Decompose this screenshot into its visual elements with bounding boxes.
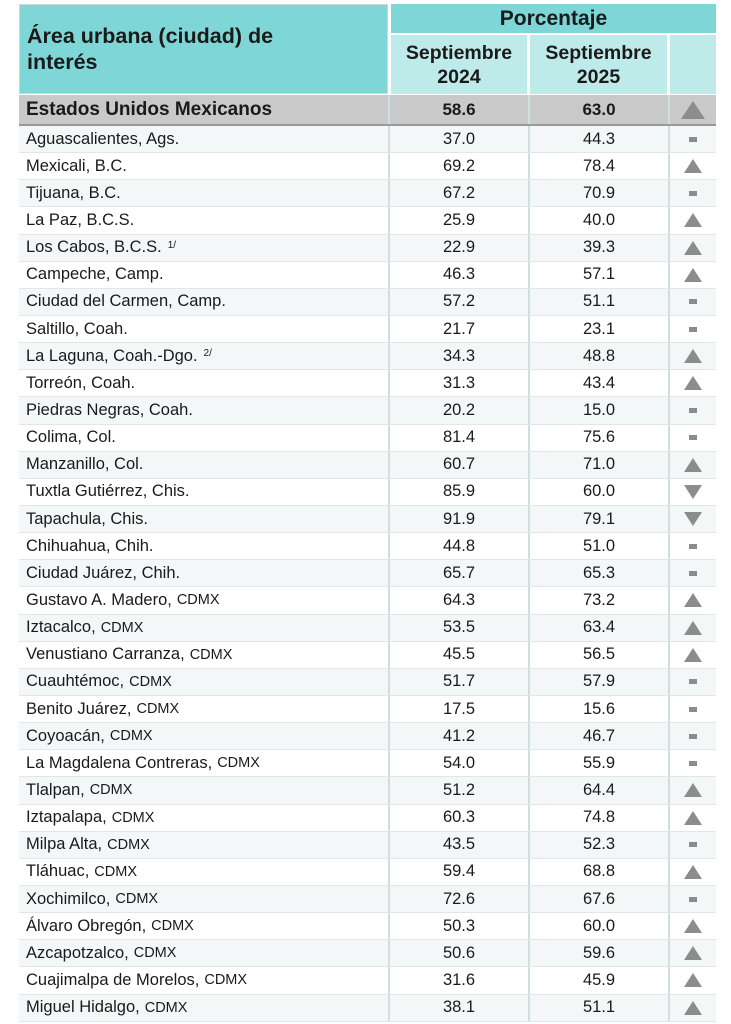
table-row [19,967,716,994]
value-2024: 34.3 [442,346,476,365]
trend-up-icon [684,648,702,662]
city-name-cell [26,180,127,206]
state-abbrev: CDMX [217,755,260,772]
trend-up-icon [684,213,702,227]
city-name-cell [26,642,233,668]
city-name-cell [26,207,140,233]
city-name: Aguascalientes, Ags. [26,129,180,148]
national-row [19,95,716,126]
trend-cell [670,696,716,722]
trend-cell [670,452,716,478]
city-name: Los Cabos, B.C.S. [26,238,162,257]
city-name-cell [26,126,185,152]
city-name: Ciudad Juárez, Chih. [26,563,181,582]
table-header [19,4,716,94]
table-row [19,995,716,1022]
value-2025: 68.8 [582,862,616,881]
value-2024: 53.5 [442,618,476,637]
city-name-cell [26,235,176,261]
trend-cell [670,262,716,288]
table-row [19,642,716,669]
footnote-mark: 1/ [167,239,177,251]
trend-cell [670,750,716,776]
table-row [19,777,716,804]
table-row [19,560,716,587]
trend-up-icon [684,241,702,255]
table-row [19,316,716,343]
trend-cell [670,506,716,532]
trend-up-icon [684,865,702,879]
value-2024: 17.5 [442,699,476,718]
value-2024: 85.9 [442,482,476,501]
city-name-cell [26,967,248,993]
table-row [19,913,716,940]
value-2024: 20.2 [442,400,476,419]
city-name: Xochimilco, [26,889,111,908]
trend-cell [670,777,716,803]
value-2024: 60.3 [442,808,476,827]
value-2025: 64.4 [582,780,616,799]
value-2024: 46.3 [442,265,476,284]
trend-cell [670,126,716,152]
trend-same-icon [689,137,697,142]
table-row [19,859,716,886]
trend-up-icon [684,349,702,363]
city-name-cell [26,316,134,342]
trend-same-icon [689,897,697,902]
table-row [19,506,716,533]
trend-cell [670,642,716,668]
city-name-cell [26,995,188,1021]
value-2024: 41.2 [442,726,476,745]
value-2025: 57.9 [582,672,616,691]
area-header-label: Área urbana (ciudad) de interés [27,24,274,74]
trend-cell [670,859,716,885]
value-2024: 51.7 [442,672,476,691]
table-row [19,479,716,506]
city-name: Saltillo, Coah. [26,319,128,338]
city-name: Iztapalapa, [26,808,107,827]
table-row [19,425,716,452]
value-2024: 67.2 [442,183,476,202]
city-name: Campeche, Camp. [26,265,164,284]
city-name-cell [26,262,170,288]
city-name-cell [26,587,221,613]
city-name: Benito Juárez, [26,699,132,718]
city-name-cell [26,805,155,831]
trend-cell [670,289,716,315]
trend-up-icon [681,101,705,119]
value-2024: 59.4 [442,862,476,881]
city-name-cell [26,832,151,858]
trend-cell [670,832,716,858]
city-name-cell [26,750,261,776]
value-2025: 79.1 [582,509,616,528]
value-2025: 78.4 [582,156,616,175]
state-abbrev: CDMX [115,891,159,907]
city-name: La Laguna, Coah.-Dgo. [26,346,198,365]
city-name-cell [26,533,160,559]
value-2024: 22.9 [442,238,476,257]
value-2025: 51.0 [582,536,616,555]
value-2025: 51.1 [582,998,616,1017]
city-name-cell [26,343,212,369]
value-2024: 44.8 [442,536,476,555]
table-row [19,533,716,560]
value-2025: 39.3 [582,238,616,257]
footnote-mark: 2/ [203,348,212,360]
value-2025: 71.0 [582,455,616,474]
trend-same-icon [689,734,697,739]
trend-same-icon [689,408,697,413]
city-name-cell [26,615,144,641]
state-abbrev: CDMX [111,809,155,826]
city-name: Azcapotzalco, [26,943,129,962]
value-2025: 48.8 [582,346,616,365]
trend-up-icon [684,159,702,173]
value-2025: 52.3 [582,835,616,854]
city-name-cell [26,479,196,505]
city-name: Álvaro Obregón, [26,916,147,935]
city-name-cell [26,397,199,423]
value-2025: 75.6 [582,428,616,447]
trend-same-icon [689,435,697,440]
value-2025: 46.7 [582,726,616,745]
value-2025: 65.3 [582,563,616,582]
trend-same-icon [689,191,697,196]
value-2024: 50.3 [442,916,476,935]
trend-up-icon [684,973,702,987]
table-row [19,370,716,397]
table-row [19,832,716,859]
trend-cell [670,343,716,369]
value-2024: 37.0 [442,129,476,148]
trend-same-icon [689,327,697,332]
value-2024: 60.7 [442,455,476,474]
city-name-cell [26,425,122,451]
trend-cell [670,153,716,179]
trend-cell [670,397,716,423]
table-row [19,886,716,913]
table-row [19,262,716,289]
value-2025: 57.1 [582,265,616,284]
city-name-cell [26,859,138,885]
city-name-cell [26,777,133,803]
value-2024: 69.2 [442,156,476,175]
value-2025: 59.6 [582,943,616,962]
table-row [19,669,716,696]
trend-cell [670,180,716,206]
city-name-cell [26,370,141,396]
value-2025: 55.9 [582,753,616,772]
trend-up-icon [684,811,702,825]
value-2025: 63.0 [582,99,616,119]
city-name: Tláhuac, [26,862,90,881]
value-2024: 58.6 [442,99,476,119]
trend-cell [670,669,716,695]
state-abbrev: CDMX [129,673,172,690]
trend-up-icon [684,268,702,282]
trend-down-icon [684,485,702,499]
city-name: Cuauhtémoc, [26,672,125,691]
table-row [19,126,716,153]
trend-same-icon [689,679,697,684]
state-abbrev: CDMX [204,972,248,989]
state-abbrev: CDMX [107,836,150,853]
col-header-2025: Septiembre 2025 [530,35,667,94]
percentage-header: Porcentaje [391,4,716,33]
trend-cell [670,207,716,233]
value-2024: 50.6 [442,943,476,962]
value-2025: 63.4 [582,618,616,637]
trend-cell [670,886,716,912]
table-row [19,615,716,642]
trend-cell [670,479,716,505]
city-name-cell [26,913,195,939]
col-header-2024: Septiembre 2024 [391,35,527,94]
city-name: Piedras Negras, Coah. [26,400,193,419]
table-row [19,940,716,967]
state-abbrev: CDMX [89,782,133,799]
value-2024: 51.2 [442,780,476,799]
trend-cell [670,425,716,451]
city-name: Colima, Col. [26,428,116,447]
city-name: Ciudad del Carmen, Camp. [26,292,226,311]
trend-cell [670,995,716,1021]
trend-up-icon [684,593,702,607]
table-row [19,343,716,370]
state-abbrev: CDMX [151,918,194,935]
city-name: Tijuana, B.C. [26,183,121,202]
table-row [19,452,716,479]
city-name: Tlalpan, [26,780,85,799]
trend-up-icon [684,946,702,960]
trend-up-icon [684,376,702,390]
table-row [19,750,716,777]
value-2025: 43.4 [582,373,616,392]
table-row [19,207,716,234]
trend-up-icon [684,1001,702,1015]
city-name: Venustiano Carranza, [26,645,185,664]
value-2024: 72.6 [442,889,476,908]
area-header-cell [19,4,388,94]
perception-table [19,4,716,1017]
state-abbrev: CDMX [133,945,177,962]
state-abbrev: CDMX [189,646,233,663]
city-name: Milpa Alta, [26,835,103,854]
col-header-trend [670,35,716,94]
table-row [19,587,716,614]
city-name-cell [26,506,154,532]
value-2024: 64.3 [442,590,476,609]
value-2024: 43.5 [442,835,476,854]
trend-same-icon [689,707,697,712]
value-2024: 91.9 [442,509,476,528]
trend-cell [670,316,716,342]
value-2025: 45.9 [582,970,616,989]
city-name-cell [26,696,180,722]
trend-up-icon [684,783,702,797]
trend-up-icon [684,458,702,472]
value-2025: 23.1 [582,319,616,338]
trend-same-icon [689,842,697,847]
state-abbrev: CDMX [94,863,137,880]
table-row [19,289,716,316]
city-name: Gustavo A. Madero, [26,590,172,609]
value-2024: 38.1 [442,998,476,1017]
table-row [19,696,716,723]
trend-cell [670,940,716,966]
city-name: Estados Unidos Mexicanos [26,98,273,120]
city-name: La Magdalena Contreras, [26,753,213,772]
city-name: Cuajimalpa de Morelos, [26,970,200,989]
city-name-cell [26,95,272,124]
table-row [19,235,716,262]
trend-same-icon [689,544,697,549]
value-2025: 70.9 [582,183,616,202]
value-2024: 25.9 [442,210,476,229]
value-2024: 65.7 [442,563,476,582]
trend-cell [670,533,716,559]
trend-cell [670,235,716,261]
value-2024: 21.7 [442,319,476,338]
value-2025: 51.1 [582,292,616,311]
state-abbrev: CDMX [109,728,153,745]
trend-cell [670,723,716,749]
value-2024: 57.2 [442,292,476,311]
city-name-cell [26,940,177,966]
trend-up-icon [684,621,702,635]
city-name: Chihuahua, Chih. [26,536,154,555]
state-abbrev: CDMX [176,592,220,609]
trend-same-icon [689,299,697,304]
state-abbrev: CDMX [100,619,144,636]
city-name: Coyoacán, [26,726,105,745]
value-2024: 31.6 [442,970,476,989]
city-name-cell [26,289,232,315]
city-name-cell [26,560,186,586]
city-name: Tapachula, Chis. [26,509,148,528]
value-2024: 45.5 [442,645,476,664]
table-row [19,397,716,424]
city-name: Miguel Hidalgo, [26,998,140,1017]
value-2025: 40.0 [582,210,616,229]
table-row [19,805,716,832]
trend-cell [670,370,716,396]
trend-cell [670,615,716,641]
city-name-cell [26,886,159,912]
city-name: Iztacalco, [26,618,96,637]
state-abbrev: CDMX [144,999,188,1016]
trend-cell [670,967,716,993]
value-2025: 67.6 [582,889,616,908]
trend-cell [670,805,716,831]
table-row [19,180,716,207]
trend-cell [670,560,716,586]
trend-down-icon [684,512,702,526]
city-name: Torreón, Coah. [26,373,136,392]
value-2025: 60.0 [582,916,616,935]
value-2024: 31.3 [442,373,476,392]
state-abbrev: CDMX [136,701,180,718]
city-name-cell [26,669,173,695]
trend-same-icon [689,571,697,576]
value-2025: 56.5 [582,645,616,664]
city-name: Tuxtla Gutiérrez, Chis. [26,482,190,501]
city-name: Manzanillo, Col. [26,455,144,474]
city-name-cell [26,153,133,179]
table-body [19,95,716,1022]
value-2025: 73.2 [582,590,616,609]
city-name-cell [26,452,149,478]
value-2025: 60.0 [582,482,616,501]
value-2024: 54.0 [442,753,476,772]
table-row [19,723,716,750]
value-2024: 81.4 [442,428,476,447]
value-2025: 15.0 [582,400,616,419]
trend-cell [670,587,716,613]
trend-cell [670,95,716,124]
value-2025: 15.6 [582,699,616,718]
trend-up-icon [684,919,702,933]
trend-cell [670,913,716,939]
city-name-cell [26,723,154,749]
city-name: Mexicali, B.C. [26,156,127,175]
value-2025: 44.3 [582,129,616,148]
value-2025: 74.8 [582,808,616,827]
trend-same-icon [689,761,697,766]
city-name: La Paz, B.C.S. [26,210,135,229]
table-row [19,153,716,180]
